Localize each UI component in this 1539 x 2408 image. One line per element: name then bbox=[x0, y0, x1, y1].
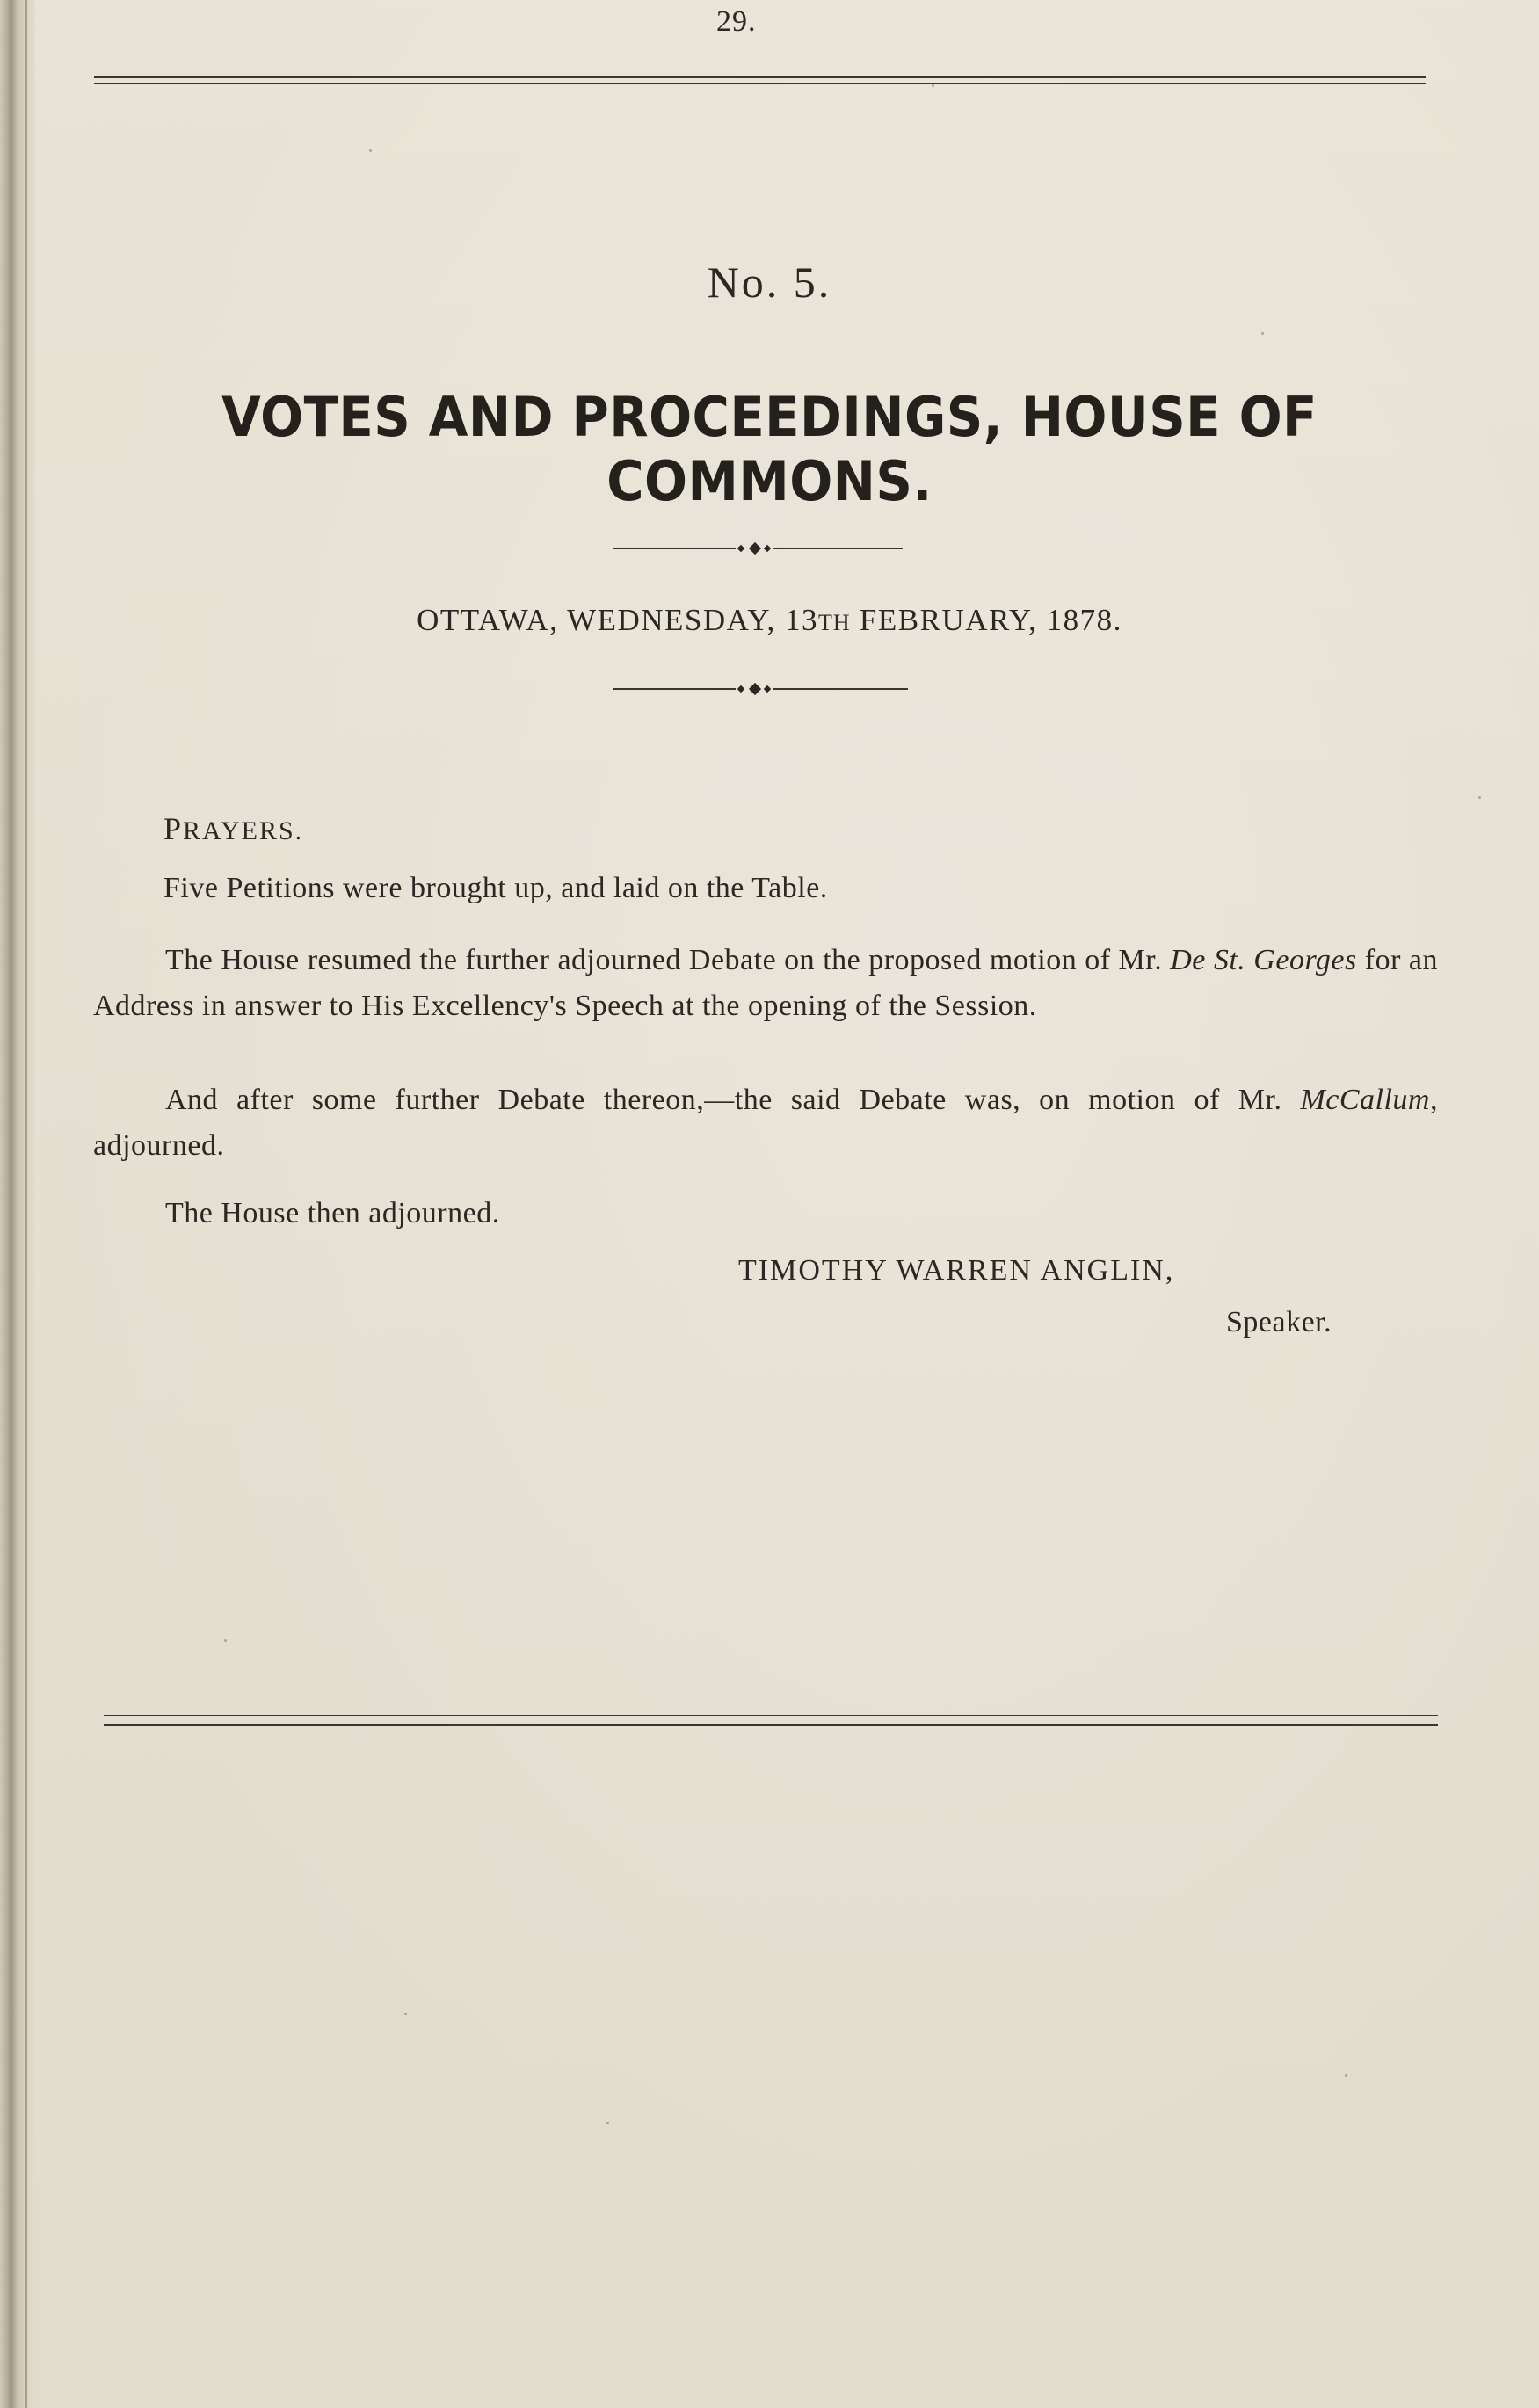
paragraph-debate-adjourned-text: And after some further Debate thereon,—the said Debate was, on motion of Mr. bbox=[165, 1084, 1301, 1116]
paper-speck bbox=[1261, 332, 1264, 335]
ornamental-rule-bottom bbox=[613, 682, 908, 696]
paper-speck bbox=[932, 84, 934, 87]
member-name-de-st-georges: De St. Georges bbox=[1170, 944, 1357, 976]
top-double-rule bbox=[94, 76, 1426, 85]
speaker-title: Speaker. bbox=[1226, 1306, 1332, 1338]
member-name-mccallum: McCallum, bbox=[1300, 1084, 1438, 1116]
binding-edge bbox=[25, 0, 27, 2408]
paper-speck bbox=[369, 149, 372, 152]
paper-speck bbox=[1478, 796, 1481, 799]
paper-speck bbox=[606, 2122, 609, 2124]
prayers-rest: RAYERS. bbox=[183, 816, 304, 845]
paragraph-petitions: Five Petitions were brought up, and laid on the Table. bbox=[163, 872, 828, 904]
document-title: VOTES AND PROCEEDINGS, HOUSE OF COMMONS. bbox=[221, 385, 1318, 513]
paper-speck bbox=[404, 2013, 407, 2015]
dateline bbox=[0, 603, 1539, 638]
paragraph-debate-resumed bbox=[93, 938, 1438, 1029]
prayers-initial: P bbox=[163, 811, 184, 846]
dateline-rest: FEBRUARY, 1878. bbox=[850, 603, 1122, 637]
page-number: 29. bbox=[716, 5, 757, 38]
paragraph-house-adjourned: The House then adjourned. bbox=[165, 1197, 500, 1229]
issue-number: No. 5. bbox=[707, 257, 832, 307]
speaker-name: TIMOTHY WARREN ANGLIN, bbox=[738, 1254, 1175, 1287]
ornamental-rule-top bbox=[613, 541, 903, 555]
paragraph-debate-adjourned-end: adjourned. bbox=[93, 1129, 225, 1162]
bottom-double-rule bbox=[104, 1715, 1438, 1727]
dateline-prefix: OTTAWA, WEDNESDAY, 13 bbox=[417, 603, 818, 637]
paper-speck bbox=[224, 1639, 227, 1642]
paragraph-debate-resumed-text: The House resumed the further adjourned Debate on the proposed motion of Mr. bbox=[165, 944, 1171, 976]
dateline-ordinal: TH bbox=[817, 610, 851, 635]
prayers-heading bbox=[163, 806, 303, 854]
page-binding bbox=[0, 0, 35, 2408]
paragraph-debate-adjourned bbox=[93, 1077, 1438, 1169]
paragraph-debate-resumed-end: for an Address in answer to His Excellency's Speech at the opening of the Session. bbox=[93, 944, 1438, 1022]
paper-speck bbox=[1345, 2074, 1347, 2077]
